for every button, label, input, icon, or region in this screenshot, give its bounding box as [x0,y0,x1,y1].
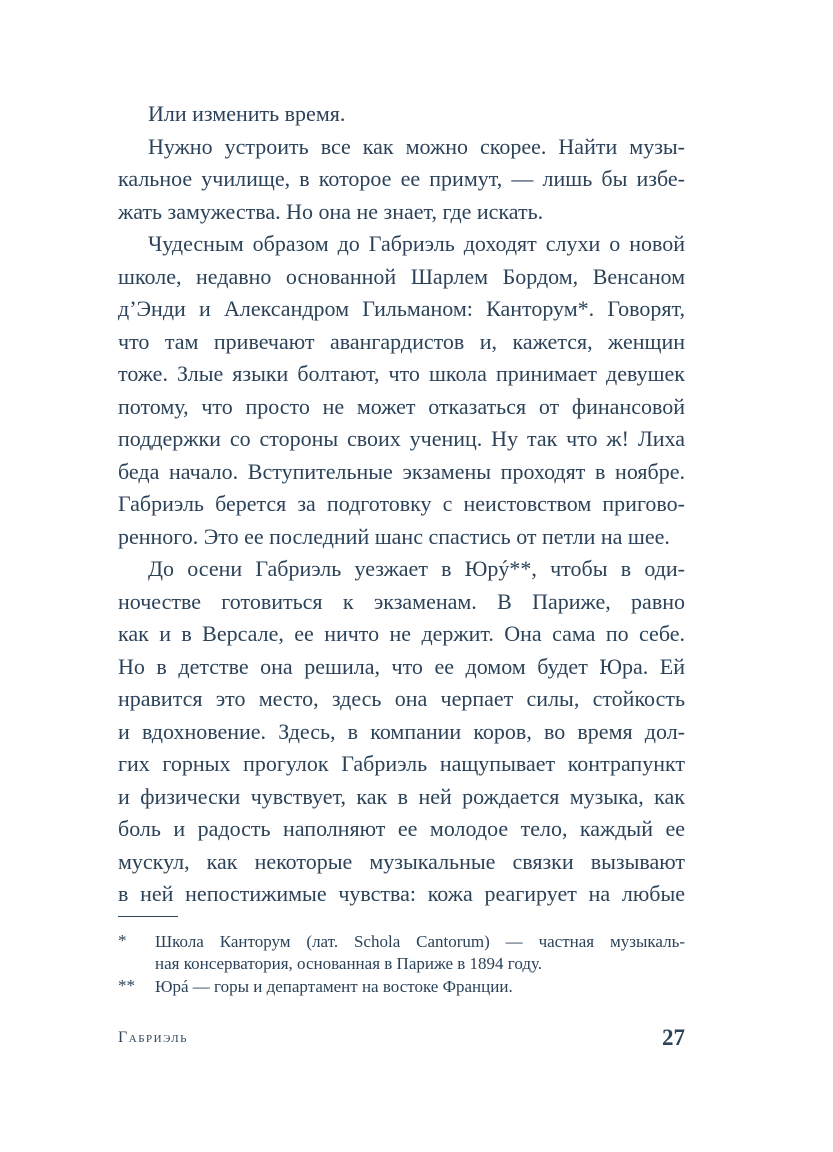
text-line: д’Энди и Александром Гильманом: Канторум*. Говорят, [118,296,685,321]
text-line: нравится это место, здесь она черпает силы, стойкость [118,686,685,711]
text-line: боль и радость наполняют ее молодое тело, каждый ее [118,816,685,841]
text-line: Нужно устроить все как можно скорее. Найти музы- [148,133,685,159]
text-line: что там привечают авангардистов и, кажется, женщин [118,328,685,354]
text-line: ночестве готовиться к экзаменам. В Париже, равно [118,588,685,614]
text-line: школе, недавно основанной Шарлем Бордом, Венсаном [118,263,685,289]
page-footer [118,1025,685,1055]
footnote-text: ная консерватория, основанная в Париже в 1894 году. [155,954,543,973]
text-line: потому, что просто не может отказаться от финансовой [118,393,685,419]
text-line: Габриэль берется за подготовку с неистовством пригово- [118,491,685,516]
text-line: мускул, как некоторые музыкальные связки вызывают [118,848,685,874]
page-number: 27 [662,1025,685,1050]
footnote-rule [118,916,178,917]
footnote-mark: * [118,931,127,950]
text-line: До осени Габриэль уезжает в Юрý**, чтобы в оди- [148,556,685,581]
text-line: Или изменить время. [148,101,346,126]
footnote-text: Школа Канторум (лат. Schola Cantorum) — частная музыкаль- [155,932,685,951]
text-line: ренного. Это ее последний шанс спастись от петли на шее. [118,523,670,549]
text-line: гих горных прогулок Габриэль нащупывает контрапункт [118,751,685,776]
footnote-mark: ** [118,976,135,995]
text-line: поддержки со стороны своих учениц. Ну так что ж! Лиха [118,426,685,451]
main-text [118,98,685,911]
text-line: кальное училище, в которое ее примут, — лишь бы избе- [118,166,685,191]
text-line: Но в детстве она решила, что ее домом будет Юра. Ей [118,653,685,679]
running-head: Габриэль [118,1029,188,1046]
footnote [118,976,685,998]
text-line: и вдохновение. Здесь, в компании коров, во время дол- [118,718,685,744]
text-line: в ней непостижимые чувства: кожа реагирует на любые [118,881,685,906]
text-line: Чудесным образом до Габриэль доходят слухи о новой [148,231,685,256]
footnote-text: Юрá — горы и департамент на востоке Франции. [155,977,513,996]
text-line: жать замужества. Но она не знает, где искать. [118,198,544,224]
text-line: и физически чувствует, как в ней рождается музыка, как [118,783,685,809]
text-line: как и в Версале, ее ничто не держит. Она сама по себе. [118,621,685,646]
text-line: тоже. Злые языки болтают, что школа принимает девушек [118,361,685,386]
footnotes [118,931,685,999]
text-line: беда начало. Вступительные экзамены проходят в ноябре. [118,458,685,484]
footnote [118,931,685,975]
